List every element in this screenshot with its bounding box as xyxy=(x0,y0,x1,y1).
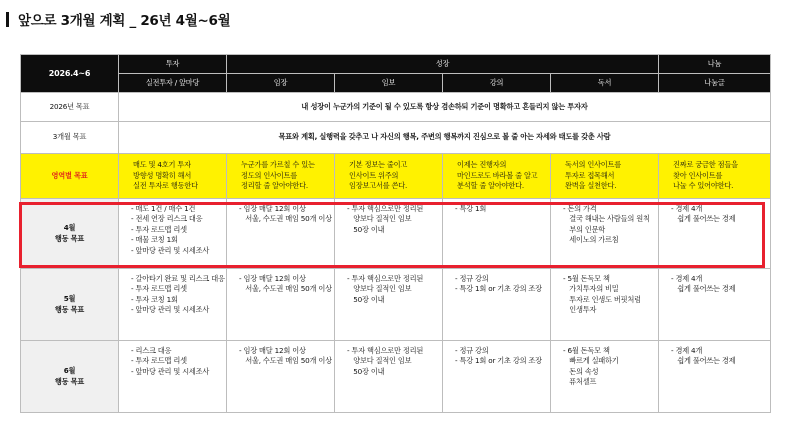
cell-line: - 경제 4개 xyxy=(671,274,703,283)
cell-line: 매도 및 4호기 투자 xyxy=(133,160,191,170)
cell-line: 양보다 질적인 임보 xyxy=(347,284,412,294)
cell-line: - 앞마당 관리 및 시세조사 xyxy=(131,366,210,376)
cell-line: - 6월 돈독모 책 xyxy=(563,346,610,355)
cell-line: 인사이트 위주의 xyxy=(349,170,399,180)
cell-line: 50장 이내 xyxy=(347,366,385,376)
cell-line: 투자로 접목해서 xyxy=(565,170,615,180)
cell-line: - 매물 코칭 1회 xyxy=(131,235,178,245)
page-title: 앞으로 3개월 계획 _ 26년 4월~6월 xyxy=(18,13,231,29)
cell-line: 서울, 수도권 매임 50개 이상 xyxy=(239,284,332,294)
group-header-share: 나눔 xyxy=(659,55,771,74)
cell-line: 투자로 인생도 버핏처럼 xyxy=(563,294,641,304)
cell-line: 서울, 수도권 매임 50개 이상 xyxy=(239,214,332,224)
cell-line: - 앞마당 관리 및 시세조사 xyxy=(131,305,210,315)
cell-line: 정도의 인사이트를 xyxy=(241,170,298,180)
year-goal-text: 내 성장이 누군가의 기준이 될 수 있도록 항상 겸손하되 기준이 명확하고 흔들리지 않는 투자자 xyxy=(119,93,771,122)
quarter-goal-text: 목표와 계획, 실행력을 갖추고 나 자신의 행복, 주변의 행복까지 진심으로 볼 줄 아는 자세와 태도를 갖춘 사람 xyxy=(119,122,771,154)
cell-line: - 특강 1회 or 기초 강의 조장 xyxy=(455,284,542,294)
cell-line: 5월 xyxy=(63,294,76,304)
cell-line: 양보다 질적인 임보 xyxy=(347,214,412,224)
month-action-cell xyxy=(659,341,771,413)
cell-line: - 임장 매달 12회 이상 xyxy=(239,204,306,213)
plan-table xyxy=(20,54,771,413)
may-row xyxy=(21,269,771,341)
cell-line: - 경제 4개 xyxy=(671,204,703,213)
title-accent-bar xyxy=(6,12,9,27)
cell-line: 빠르게 실패하기 xyxy=(563,356,619,366)
month-label-june xyxy=(21,341,119,413)
month-action-cell xyxy=(551,341,659,413)
month-action-cell xyxy=(119,341,227,413)
cell-line: 돈의 속성 xyxy=(563,366,599,376)
cell-line: - 앞마당 관리 및 시세조사 xyxy=(131,245,210,255)
cell-line: 서울, 수도권 매임 50개 이상 xyxy=(239,356,332,366)
cell-line: - 투자 로드맵 리셋 xyxy=(131,224,187,234)
cell-line: - 전세 연장 리스크 대응 xyxy=(131,214,203,224)
cell-line: - 임장 매달 12회 이상 xyxy=(239,274,306,283)
year-goal-label: 2026년 목표 xyxy=(21,93,119,122)
month-label-april xyxy=(21,199,119,269)
cell-line: - 정규 강의 xyxy=(455,274,489,283)
cell-line: - 5월 돈독모 책 xyxy=(563,274,610,283)
cell-line: 행동 목표 xyxy=(54,233,85,243)
cell-line: - 경제 4개 xyxy=(671,346,703,355)
cell-line: 기본 정보는 줄이고 xyxy=(349,160,408,170)
cell-line: 찾아 인사이트를 xyxy=(673,170,723,180)
area-goal-cell xyxy=(119,154,227,199)
group-header-growth: 성장 xyxy=(227,55,659,74)
cell-line: - 매도 1건 / 매수 1건 xyxy=(131,204,196,213)
cell-line: 쉽게 풀어쓰는 경제 xyxy=(671,356,736,366)
column-header: 임장 xyxy=(227,74,335,93)
cell-line: - 투자 핵심으로만 정리된 xyxy=(347,204,424,213)
cell-line: - 투자 핵심으로만 정리된 xyxy=(347,274,424,283)
cell-line: 50장 이내 xyxy=(347,224,385,234)
cell-line: 세이노의 가르침 xyxy=(563,235,619,245)
cell-line: - 특강 1회 or 기초 강의 조장 xyxy=(455,356,542,366)
cell-line: 진짜로 궁금한 점들을 xyxy=(673,160,738,170)
cell-line: 행동 목표 xyxy=(54,304,85,314)
cell-line: 50장 이내 xyxy=(347,294,385,304)
cell-line: 가치투자의 비밀 xyxy=(563,284,619,294)
area-goal-cell xyxy=(227,154,335,199)
cell-line: 이제는 진행자의 xyxy=(457,160,507,170)
month-action-cell xyxy=(227,341,335,413)
cell-line: 퓨처셀프 xyxy=(563,377,597,387)
cell-line: 정리할 줄 알아야한다. xyxy=(241,181,308,191)
cell-line: 부의 인문학 xyxy=(563,224,606,234)
month-action-cell xyxy=(227,269,335,341)
month-action-cell xyxy=(659,269,771,341)
cell-line: 결국 해내는 사람들의 원칙 xyxy=(563,214,650,224)
group-header-invest: 투자 xyxy=(119,55,227,74)
cell-line: 6월 xyxy=(63,366,76,376)
cell-line: 마인드로도 바라볼 줄 알고 xyxy=(457,170,538,180)
month-action-cell xyxy=(659,199,771,269)
cell-line: - 투자 코칭 1회 xyxy=(131,294,178,304)
month-action-cell xyxy=(119,199,227,269)
cell-line: 행동 목표 xyxy=(54,376,85,386)
month-label-may xyxy=(21,269,119,341)
area-goal-cell xyxy=(443,154,551,199)
cell-line: 실전 투자로 행동한다 xyxy=(133,181,198,191)
column-header: 강의 xyxy=(443,74,551,93)
month-action-cell xyxy=(551,269,659,341)
cell-line: - 돈의 가격 xyxy=(563,204,597,213)
cell-line: 나눌 수 있어야한다. xyxy=(673,181,734,191)
cell-line: 완벽을 실천한다. xyxy=(565,181,617,191)
cell-line: 4월 xyxy=(63,223,76,233)
quarter-goal-row xyxy=(21,122,771,154)
column-header: 임보 xyxy=(335,74,443,93)
year-goal-row xyxy=(21,93,771,122)
cell-line: 쉽게 풀어쓰는 경제 xyxy=(671,214,736,224)
area-goal-cell xyxy=(335,154,443,199)
cell-line: - 투자 로드맵 리셋 xyxy=(131,284,187,294)
cell-line: - 정규 강의 xyxy=(455,346,489,355)
header-column-row xyxy=(21,74,771,93)
month-action-cell xyxy=(443,341,551,413)
cell-line: 독서의 인사이트를 xyxy=(565,160,622,170)
period-header: 2026.4~6 xyxy=(21,55,119,93)
cell-line: 분석할 줄 알아야한다. xyxy=(457,181,524,191)
page-title-block xyxy=(6,10,230,28)
month-action-cell xyxy=(335,341,443,413)
month-action-cell xyxy=(443,269,551,341)
area-goal-label: 영역별 목표 xyxy=(21,154,119,199)
cell-line: - 임장 매달 12회 이상 xyxy=(239,346,306,355)
column-header: 독서 xyxy=(551,74,659,93)
cell-line: - 투자 핵심으로만 정리된 xyxy=(347,346,424,355)
cell-line: - 리스크 대응 xyxy=(131,346,172,355)
month-action-cell xyxy=(551,199,659,269)
cell-line: 인생투자 xyxy=(563,305,597,315)
month-action-cell xyxy=(227,199,335,269)
header-group-row xyxy=(21,55,771,74)
cell-line: - 갈아타기 완료 및 리스크 대응 xyxy=(131,274,225,283)
cell-line: 임장보고서를 쓴다. xyxy=(349,181,408,191)
june-row xyxy=(21,341,771,413)
month-action-cell xyxy=(119,269,227,341)
area-goal-cell xyxy=(659,154,771,199)
cell-line: 누군가를 가르칠 수 있는 xyxy=(241,160,315,170)
month-action-cell xyxy=(443,199,551,269)
cell-line: 쉽게 풀어쓰는 경제 xyxy=(671,284,736,294)
area-goal-cell xyxy=(551,154,659,199)
area-goal-row xyxy=(21,154,771,199)
month-action-cell xyxy=(335,269,443,341)
cell-line: - 투자 로드맵 리셋 xyxy=(131,356,187,366)
cell-line: 방향성 명확히 해서 xyxy=(133,170,192,180)
month-action-cell xyxy=(335,199,443,269)
april-row xyxy=(21,199,771,269)
quarter-goal-label: 3개월 목표 xyxy=(21,122,119,154)
column-header: 나눔글 xyxy=(659,74,771,93)
cell-line: 양보다 질적인 임보 xyxy=(347,356,412,366)
column-header: 실전투자 / 앞마당 xyxy=(119,74,227,93)
cell-line: - 특강 1회 xyxy=(455,204,487,213)
